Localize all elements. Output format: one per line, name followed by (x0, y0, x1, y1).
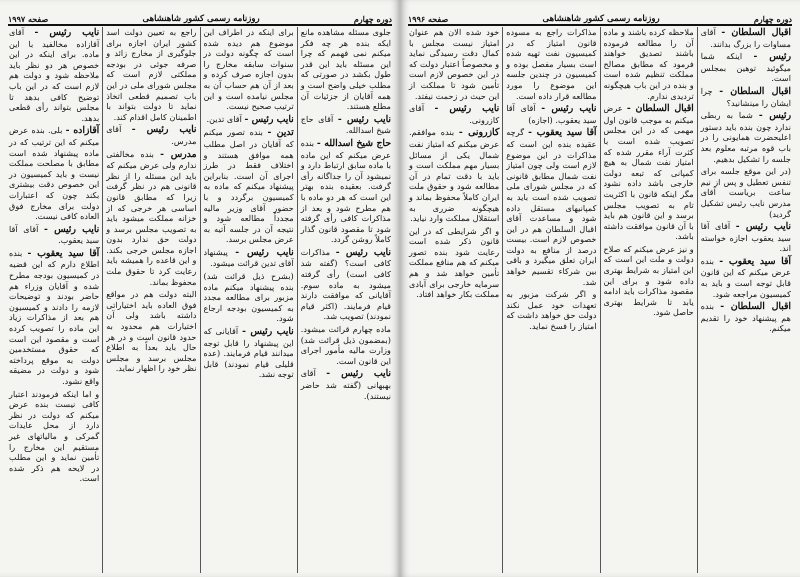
paragraph (301, 27, 391, 112)
text-columns (406, 27, 794, 573)
paragraph-text: بنده موافقم. عرض میکنم که امتیاز نفت شمال یکی از مسائل بسیار مهم مملکت است و باید با دقت تمام در آن مطالعه شود و حقوق ملت ایران کاملاً محفوظ بماند و هیچگونه ضرری به استقلال مملکت وارد نیاید. (409, 127, 500, 224)
journal-title: روزنامه رسمی کشور شاهنشاهی (142, 14, 260, 24)
speaker-name: نایب رئیس - (335, 246, 391, 258)
paragraph (701, 110, 791, 164)
paragraph (106, 149, 196, 288)
speaker-name: آقا سید یعقوب - (719, 255, 791, 267)
paragraph (9, 27, 99, 123)
paragraph-text: بنده مخالفتی ندارم ولی عرض میکنم که باید این مسئله را از نظر قانونی هم در نظر گرفت زیرا که مطابق قانون اساسی هر خرجی که از خزانه مملکت میشود باید به تصویب مجلس برسد و دولت حق ندارد بدون اجازه مجلس خرجی بکند. و این قاعده را همیشه باید رعایت کرد تا حقوق ملت محفوظ بماند. (106, 148, 197, 287)
speaker-name: اقبال السلطان - (719, 85, 791, 97)
paragraph (204, 247, 294, 269)
paragraph-text: آقای مدرس. (106, 124, 197, 146)
journal-title: روزنامه رسمی کشور شاهنشاهی (542, 14, 660, 24)
paragraph (301, 324, 391, 366)
paragraph (506, 289, 596, 331)
paragraph (9, 224, 99, 246)
paragraph (106, 27, 196, 122)
paragraph-text: چرا ایشان را مینشانید؟ (700, 85, 791, 108)
text-columns (6, 27, 394, 573)
paragraph-text: برای اینکه در اطراف این موضوع هم دیده شده است که چگونه دولت در سنوات سابقه مخارج را بدون اجازه صرف کرده و بعد از آن هم حساب آن به مجلس نیامده است و این ترتیب صحیح نیست. (203, 27, 294, 112)
paragraph (106, 124, 196, 146)
paragraph (409, 127, 499, 223)
paragraph (604, 103, 694, 242)
paragraph-text: آقای آقازاده مخالفید با این ماده. برای اینکه در این خصوص هر دو نظر باید ملاحظه شود و دولت هم لازم است که در این باب توضیح کافی بدهد تا مجلس بتواند رأی قطعی بدهد. (9, 27, 100, 123)
paragraph (701, 51, 791, 84)
speaker-name: رئیس - (753, 51, 791, 63)
speaker-name: نایب رئیس - (44, 223, 100, 235)
paragraph-text: و اما اینکه فرمودند اعتبار کافی نیست بنده عرض میکنم که دولت در نظر دارد از محل عایدات گمرکی و مالیاتهای غیر مستقیم این مخارج را تأمین نماید و این مطلب در لایحه هم ذکر شده است. (9, 388, 100, 484)
speaker-name: نایب رئیس - (244, 113, 294, 125)
paragraph-text: عرض میکنم به موجب قانون اول مهمی که در این مجلس تصویب شده است با کثرت آراء مقرر شده که امتیاز نفت شمال به هیچ کمپانی که تبعه دولت خارجی باشد داده نشود مگر اینکه قانون با اکثریت تام به تصویب مجلس برسد و این قانون هم باید با آن قانون موافقت داشته باشد. (603, 103, 694, 242)
paragraph-text: شما به ربطی ندارد چون بنده باید دستور اعلیحضرت همایونی را در باب قوه مرتبه معلوم بعد جلسه را تشکیل بدهیم. (700, 110, 791, 164)
speaker-name: اقبال السلطان - (720, 301, 791, 313)
paragraph (604, 27, 694, 101)
paragraph-text: آقای تدین. (206, 113, 242, 124)
paragraph-text: آقایانی که این پیشنهاد را قابل توجه میدانند قیام فرمایند. (عده قلیلی قیام نمودند) قابل توجه نشد. (203, 326, 294, 380)
paragraph (301, 114, 391, 136)
paragraph (301, 247, 391, 322)
speaker-name: نایب رئیس - (541, 103, 597, 115)
text-column (6, 27, 102, 573)
paragraph-text: آقای آقا سید یعقوب. (9, 223, 100, 246)
paragraph-text: مذاکرات راجع به مسوده قانون امتیاز که در کمیسیون نفت تهیه شده است بسیار مفصل بوده و کمیسیون در چندین جلسه این موضوع را مورد مطالعه قرار داده است. (506, 27, 597, 101)
paragraph-text: و اگر شرایطی که در این قانون ذکر شده است رعایت شود بنده تصور میکنم که هم منافع مملکت تأمین خواهد شد و هم سرمایه خارجی برای آبادی مملکت بکار خواهد افتاد. (409, 225, 500, 300)
paragraph (506, 103, 596, 125)
paragraph (9, 125, 99, 221)
speaker-name: آقازاده - (65, 125, 100, 137)
paragraph-text: خود شده الان هم عنوان امتیاز نیست مجلس با کمال دقت رسیدگی نماید و مخصوصاً اعتبار دولت که در این خصوص لازم است تأمین شود تا مملکت از این حیث در زحمت نیفتد. (409, 27, 500, 101)
paragraph (9, 248, 99, 387)
speaker-name: اقبال السلطان - (721, 27, 791, 38)
paragraph (204, 271, 294, 324)
paragraph-text: آقای آقا سید یعقوب. (اجازه) (506, 103, 597, 125)
paragraph (9, 389, 99, 484)
page-number: صفحه ۱۹۹۶ (408, 14, 449, 24)
speaker-name: اقبال السلطان - (626, 103, 694, 115)
paragraph (409, 103, 499, 125)
paragraph-text: ملاحظه کرده باشند و ماده آن را مطالعه فرموده باشند تصدیق خواهند فرمود که مطابق مصالح مملکت تنظیم شده است و بنده در این باب هیچگونه تردیدی ندارم. (603, 27, 694, 101)
paragraph (301, 368, 391, 401)
paragraph (701, 301, 791, 334)
paragraph (204, 127, 294, 245)
paragraph-text: جلوی مسئله مشاهده مانع ایکه بنده هر چه فکر میکنم نمی فهمم که چرا این مسئله باید این قدر طول بکشد در صورتی که مطلب خیلی واضح است و همه آقایان از جزئیات آن مطلع هستند. (300, 27, 391, 112)
speaker-name: نایب رئیس - (235, 246, 294, 258)
paragraph-text: بنده تصور میکنم که آقایان در اصل مطلب همه موافق هستند و اختلاف فقط در طرز اجرای آن است. بنابراین پیشنهاد میکنم که ماده به کمیسیون برگردد و با حضور آقای وزیر مالیه مجدداً مطالعه شود و نتیجه آن در جلسه آتیه به عرض مجلس برسد. (203, 127, 294, 245)
paragraph (409, 226, 499, 300)
speaker-name: کازرونی - (458, 127, 500, 139)
paragraph (701, 166, 791, 219)
paragraph (506, 127, 596, 287)
text-column (200, 27, 297, 573)
paragraph-text: پیشنهاد آقای تدین قرائت میشود. (203, 246, 294, 269)
speaker-name: نایب رئیس - (735, 221, 791, 233)
paragraph (701, 86, 791, 108)
paragraph-text: مذاکرات کافی است؟ (گفته شد کافی است) رأی گرفته میشود به ماده سوم. آقایانی که موافقت دارند قیام فرمایند. (اکثر قیام نمودند) تصویب شد. (300, 246, 391, 322)
paragraph-text: و نیز عرض میکنم که صلاح دولت و ملت این است که این امتیاز به شرایط بهتری داده شود و برای این مقصود مذاکرات باید ادامه یابد تا شرایط بهتری حاصل شود. (603, 243, 694, 318)
text-column (102, 27, 199, 573)
paragraph (204, 27, 294, 112)
speaker-name: حاج شیخ اسدالله - (316, 137, 391, 149)
speaker-name: رئیس - (758, 110, 791, 122)
paragraph-text: البته دولت هم در مواقع فوق العاده باید اختیاراتی داشته باشد ولی آن اختیارات هم محدود به حدود قانون است و در هر حال باید بعداً به اطلاع مجلس برسد و مجلس نظر خود را اظهار نماید. (106, 289, 197, 374)
speaker-name: مدرس - (160, 148, 197, 160)
paragraph (204, 326, 294, 380)
paragraph-text: آقای بهبهانی (گفته شد حاضر نیستند). (300, 368, 391, 401)
paragraph-text: آقای کازرونی. (409, 103, 500, 125)
text-column (297, 27, 394, 573)
paragraph-text: و اگر شرکت مزبور به تعهدات خود عمل نکند دولت حق خواهد داشت که امتیاز را فسخ نماید. (506, 289, 597, 332)
speaker-name: آقا سید یعقوب - (27, 247, 100, 259)
page-right (400, 0, 800, 577)
paragraph (301, 138, 391, 245)
paragraph-text: راجع به تعیین دولت اسد کشور ایران اجازه برای جلوگیری از مخارج زائد و صرفه جوئی در بودجه مملکتی لازم است که مجلس شورای ملی در این باب تصمیم قطعی اتخاذ نماید تا دولت بتواند با اطمینان کامل اقدام کند. (106, 27, 197, 122)
paragraph-text: ماده چهارم قرائت میشود. (بمضمون ذیل قرائت شد) وزارت مالیه مأمور اجرای این قانون است. (300, 324, 391, 366)
speaker-name: نایب رئیس - (337, 113, 391, 125)
page-number: صفحه ۱۹۹۷ (8, 14, 49, 24)
paragraph (106, 289, 196, 374)
speaker-name: نایب رئیس - (131, 124, 197, 136)
speaker-name: نایب رئیس - (34, 27, 100, 38)
paragraph-text: اینکه شما میگوئید توهین بمجلس است. (700, 51, 791, 84)
paragraph-text: بنده عرض میکنم که این قانون قابل توجه است و باید به کمیسیون مراجعه شود. (700, 255, 791, 299)
paragraph-text: بنده عرض میکنم که این ماده با ماده سابق ارتباط دارد و نمیشود آن را جداگانه رأی گرفت. بعقیده بنده بهتر این است که هر دو ماده با هم مطرح شود و بعد از مذاکرات کافی رأی گرفته شود تا مقصود قانون گذار کاملاً روشن گردد. (300, 137, 391, 245)
paragraph-text: بنده هم پیشنهاد خود را تقدیم میکنم. (700, 301, 791, 334)
speaker-name: تدین - (267, 127, 294, 139)
paragraph-text: آقای حاج شیخ اسدالله. (300, 113, 391, 136)
speaker-name: نایب رئیس - (326, 368, 391, 380)
speaker-name: نایب رئیس - (242, 326, 294, 338)
paragraph-text: آقای آقا سید یعقوب اجازه خواسته اند. (700, 221, 791, 254)
paragraph (604, 244, 694, 318)
speaker-name: نایب رئیس - (434, 103, 500, 115)
text-column (697, 27, 794, 573)
period-label: دوره چهارم (353, 14, 392, 24)
page-header (8, 4, 392, 26)
paragraph (701, 221, 791, 254)
paragraph-text: آقای مساوات را بزرگ بدانند. (700, 27, 791, 49)
paragraph-text: (بشرح ذیل قرائت شد) بنده پیشنهاد میکنم ماده مزبور برای مطالعه مجدد به کمیسیون بودجه ارجاع شود. (203, 271, 294, 324)
text-column (600, 27, 697, 573)
paragraph (506, 27, 596, 101)
text-column (406, 27, 502, 573)
paragraph (701, 27, 791, 49)
period-label: دوره چهارم (753, 14, 792, 24)
paragraph-text: بلی. بنده عرض میکنم که این ترتیب که در ماده پیشنهاد شده است مطابق با مصلحت مملکت نیست و باید کمیسیون در این خصوص دقت بیشتری بکند چون که اعتبارات دولت برای مخارج فوق العاده کافی نیست. (9, 125, 100, 222)
paragraph (204, 114, 294, 126)
paragraph-text: (در این موقع جلسه برای تنفس تعطیل و پس از نیم ساعت بریاست آقای مدرس نایب رئیس تشکیل گردید) (700, 166, 791, 219)
text-column (502, 27, 599, 573)
paragraph (409, 27, 499, 101)
page-header (408, 4, 792, 26)
speaker-name: آقا سید یعقوب - (528, 127, 597, 139)
paragraph (701, 256, 791, 299)
paragraph-text: گرچه عقیده بنده این است که مذاکرات در این موضوع لازم است ولی چون امتیاز نفت شمال مطابق قانونی که در مجلس شورای ملی تصویب شده است باید به کمپانیهای مستقل داده شود و مساعدت آقای اقبال السلطان هم در این خصوص لازم است. بیست درصد از منافع به دولت ایران تعلق میگیرد و باقی بین شرکاء تقسیم خواهد شد. (506, 127, 597, 287)
paragraph-text: بنده اطلاع دارم که این قضیه در کمیسیون بودجه مطرح شده و آقایان وزراء هم حاضر بودند و توضیحات لازمه را دادند و کمیسیون هم بعد از مذاکرات زیاد این ماده را تصویب کرده است و مقصود این است که حقوق مستخدمین دولت به موقع پرداخته شود و دولت در مضیقه واقع نشود. (9, 247, 100, 386)
